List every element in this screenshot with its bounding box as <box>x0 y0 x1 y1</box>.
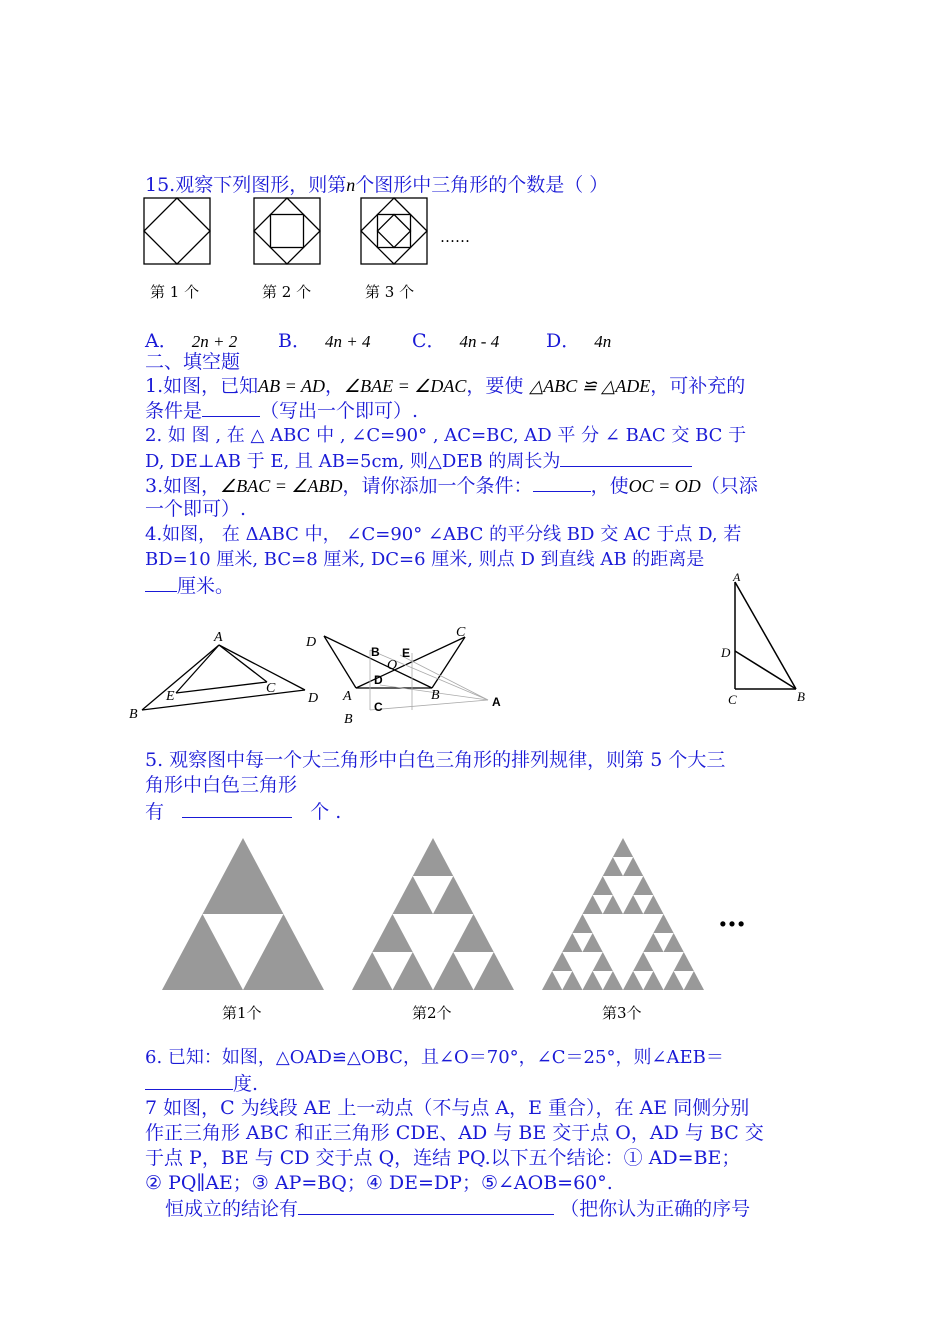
p7-line5-b: （把你认为正确的序号 <box>560 1198 751 1220</box>
fig1-label-c: C <box>266 681 276 696</box>
p1-text-c: ，要使 <box>466 375 524 397</box>
option-d-label: D． <box>546 330 581 352</box>
p6-line1: 6. 已知：如图，△OAD≌△OBC，且∠O＝70°，∠C＝25°，则∠AEB＝ <box>145 1047 724 1068</box>
p1-line2-b: （写出一个即可）. <box>260 400 419 422</box>
q15-caption-3: 第 3 个 <box>365 283 415 301</box>
sierpinski-caption-2: 第2个 <box>412 1004 452 1022</box>
sierpinski-3 <box>542 838 704 990</box>
p1-text-a: 1.如图，已知 <box>145 375 259 397</box>
p3-text-b: ，请你添加一个条件： <box>342 475 533 497</box>
p7-line2: 作正三角形 ABC 和正三角形 CDE、AD 与 BE 交于点 O，AD 与 BC 交 <box>145 1122 764 1144</box>
p7-line1: 7 如图，C 为线段 AE 上一动点（不与点 A，E 重合），在 AE 同侧分别 <box>145 1097 750 1119</box>
fig2-label-c: C <box>456 625 466 640</box>
fig3-label-c: C <box>728 692 737 707</box>
p4-line2: BD=10 厘米, BC=8 厘米, DC=6 厘米, 则点 D 到直线 AB 的距离是 <box>145 549 705 570</box>
p1-math-3: △ABC ≌ △ADE <box>529 376 651 396</box>
p7-line5-a: 恒成立的结论有 <box>165 1198 299 1220</box>
option-a-label: A． <box>145 330 178 352</box>
sierpinski-2 <box>352 838 514 990</box>
fig2-label-o: O <box>387 658 398 673</box>
p4-line1: 4.如图， 在 ΔABC 中， ∠C=90° ∠ABC 的平分线 BD 交 AC 于点 D, 若 <box>145 524 742 545</box>
q15-caption-1: 第 1 个 <box>150 283 200 301</box>
fig1-label-a: A <box>214 630 223 645</box>
p4-line3-text: 厘米。 <box>177 575 235 597</box>
p3-text-c: ，使 <box>590 475 629 497</box>
option-c-label: C． <box>412 330 446 352</box>
p7-line3: 于点 P，BE 与 CD 交于点 Q，连结 PQ.以下五个结论：① AD=BE； <box>145 1147 741 1169</box>
option-a-value: 2n + 2 <box>191 332 238 351</box>
fig2-label-d-inner: D <box>374 673 383 687</box>
p1-text-b: ， <box>324 375 344 397</box>
p1-math-1: AB = AD <box>258 376 325 396</box>
fig2-label-b: B <box>431 688 440 703</box>
fig2-label-d-top: D <box>306 635 317 650</box>
p5-line3-b: 个 . <box>310 801 342 823</box>
option-c-value: 4n - 4 <box>459 332 500 351</box>
q15-stem-part-a: 15.观察下列图形，则第 <box>145 174 347 196</box>
p5-line3-a: 有 <box>145 801 165 823</box>
q15-stem-var: n <box>346 175 356 195</box>
sierpinski-caption-1: 第1个 <box>222 1004 262 1022</box>
q15-caption-2: 第 2 个 <box>262 283 312 301</box>
p5-line1: 5. 观察图中每一个大三角形中白色三角形的排列规律，则第 5 个大三 <box>145 749 726 771</box>
p1-line2-a: 条件是 <box>145 400 203 422</box>
fig2-label-b-inner: B <box>371 645 380 659</box>
fig2-label-b-low: B <box>344 712 353 727</box>
option-b-label: B． <box>278 330 311 352</box>
p6-line2-text: 度. <box>233 1073 259 1095</box>
p3-math-1: ∠BAC = ∠ABD <box>220 476 343 496</box>
p2-line1: 2. 如 图 , 在 △ ABC 中 , ∠C=90° , AC=BC, AD 平 分 ∠ BAC 交 BC 于 <box>145 425 747 446</box>
fig2-label-c-low: C <box>374 700 383 714</box>
fig3-label-a: A <box>733 570 741 584</box>
p6-line2 <box>145 1071 258 1096</box>
p1-text-d: ，可补充的 <box>650 375 746 397</box>
p3-math-2: OC = OD <box>628 476 701 496</box>
sierpinski-ellipsis: … <box>718 900 746 933</box>
fig2-label-a: A <box>343 689 352 704</box>
option-d-value: 4n <box>594 332 612 351</box>
fig2-label-e: E <box>402 646 411 660</box>
fig1-label-b: B <box>129 707 138 722</box>
option-b-value: 4n + 4 <box>324 332 371 351</box>
p2-line2-text: D, DE⊥AB 于 E, 且 AB=5cm, 则△DEB 的周长为 <box>145 451 561 472</box>
q15-stem-part-b: 个图形中三角形的个数是（ ） <box>355 174 609 196</box>
section-title: 二、填空题 <box>145 351 241 373</box>
fig1-label-d: D <box>308 691 319 706</box>
fig1-label-e: E <box>166 689 175 704</box>
p7-line4: ② PQ∥AE；③ AP=BQ；④ DE=DP；⑤∠AOB=60°. <box>145 1172 613 1194</box>
p1-math-2: ∠BAE = ∠DAC <box>343 376 467 396</box>
fig3-label-b: B <box>797 689 805 704</box>
p7-line5 <box>165 1196 750 1221</box>
p3-text-d: （只添 <box>700 475 758 497</box>
fig2-label-a-right: A <box>492 695 501 709</box>
fig3-label-d: D <box>721 645 731 660</box>
q15-ellipsis: …… <box>440 228 470 246</box>
p6-answer-blank[interactable] <box>145 1071 233 1090</box>
p5-line2: 角形中白色三角形 <box>145 774 298 796</box>
p3-line2: 一个即可）. <box>145 498 247 520</box>
sierpinski-1 <box>162 838 324 990</box>
p3-text-a: 3.如图， <box>145 475 221 497</box>
p7-answer-blank[interactable] <box>298 1196 554 1215</box>
sierpinski-caption-3: 第3个 <box>602 1004 642 1022</box>
